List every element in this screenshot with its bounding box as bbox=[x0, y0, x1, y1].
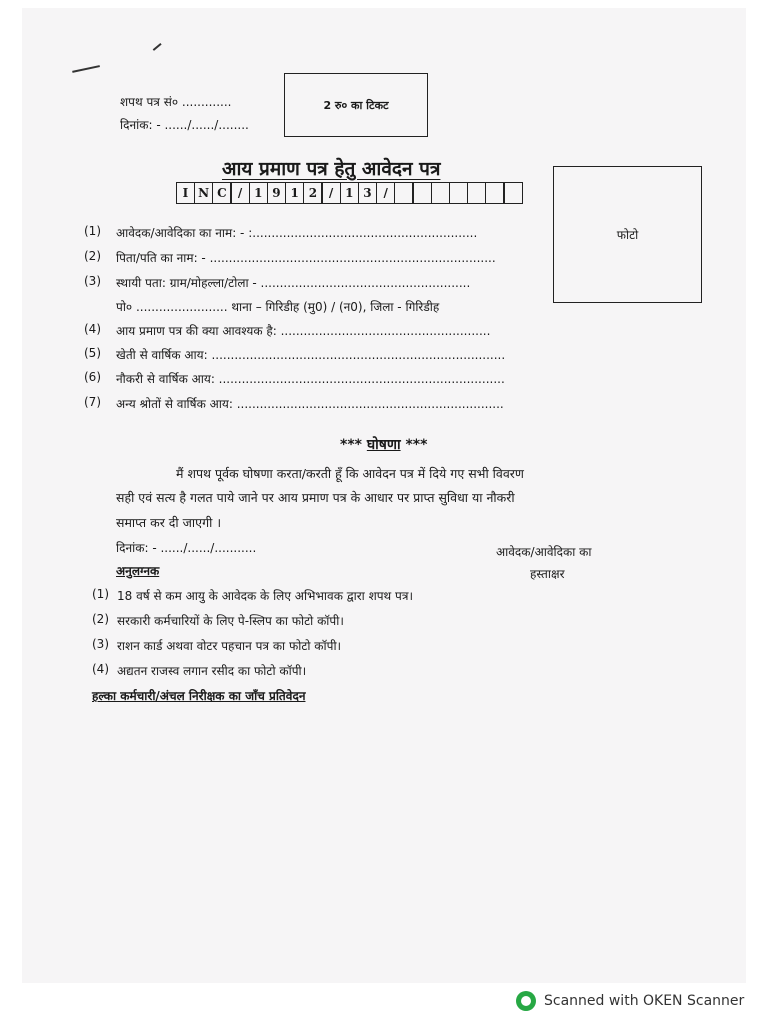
reg-cell: I bbox=[176, 182, 196, 204]
affidavit-date: दिनांक: - ....../....../........ bbox=[120, 118, 249, 132]
reg-cell: N bbox=[194, 182, 214, 204]
reg-cell bbox=[449, 182, 469, 204]
stamp-box: 2 रु० का टिकट bbox=[284, 73, 428, 137]
reg-cell: / bbox=[321, 182, 341, 204]
signature-label: हस्ताक्षर bbox=[530, 567, 565, 581]
field-number: (5) bbox=[84, 346, 101, 360]
inspection-report-heading: हल्का कर्मचारी/अंचल निरीक्षक का जाँच प्रतिवेदन bbox=[92, 689, 306, 703]
field-job-income: नौकरी से वार्षिक आय: ........................................................................... bbox=[116, 372, 505, 386]
reg-cell: 1 bbox=[340, 182, 360, 204]
annexure-item: 18 वर्ष से कम आयु के आवेदक के लिए अभिभावक द्वारा शपथ पत्र। bbox=[117, 589, 414, 603]
annexure-item: अद्यतन राजस्व लगान रसीद का फोटो कॉपी। bbox=[117, 664, 307, 678]
reg-cell: 3 bbox=[358, 182, 378, 204]
registration-number bbox=[177, 182, 523, 204]
reg-cell: 1 bbox=[249, 182, 269, 204]
reg-cell: 1 bbox=[285, 182, 305, 204]
annexure-number: (3) bbox=[92, 637, 109, 651]
field-number: (7) bbox=[84, 395, 101, 409]
declaration-stars: *** bbox=[405, 437, 428, 453]
reg-cell: / bbox=[376, 182, 396, 204]
annexure-item: सरकारी कर्मचारियों के लिए पे-स्लिप का फोटो कॉपी। bbox=[117, 614, 344, 628]
reg-cell: 9 bbox=[267, 182, 287, 204]
reg-cell: 2 bbox=[303, 182, 323, 204]
photo-box: फोटो bbox=[553, 166, 702, 303]
field-permanent-address: स्थायी पता: ग्राम/मोहल्ला/टोला - ....................................................... bbox=[116, 276, 471, 290]
reg-cell bbox=[394, 182, 414, 204]
declaration-line: सही एवं सत्य है गलत पाये जाने पर आय प्रमाण पत्र के आधार पर प्राप्त सुविधा या नौकरी bbox=[116, 490, 515, 505]
annexure-item: राशन कार्ड अथवा वोटर पहचान पत्र का फोटो कॉपी। bbox=[117, 639, 342, 653]
annexure-number: (2) bbox=[92, 612, 109, 626]
scanner-label: Scanned with OKEN Scanner bbox=[544, 993, 745, 1009]
reg-cell bbox=[431, 182, 451, 204]
field-number: (3) bbox=[84, 274, 101, 288]
scanner-watermark bbox=[516, 991, 744, 1011]
signature-label: आवेदक/आवेदिका का bbox=[496, 545, 592, 559]
field-agriculture-income: खेती से वार्षिक आय: ............................................................................. bbox=[116, 348, 506, 362]
scanner-logo-icon bbox=[516, 991, 536, 1011]
annexure-heading: अनुलग्नक bbox=[116, 564, 160, 578]
field-number: (6) bbox=[84, 370, 101, 384]
reg-cell: C bbox=[212, 182, 232, 204]
annexure-number: (4) bbox=[92, 662, 109, 676]
field-number: (2) bbox=[84, 249, 101, 263]
affidavit-number: शपथ पत्र सं० ............. bbox=[120, 95, 232, 109]
field-applicant-name: आवेदक/आवेदिका का नाम: - :........................................................... bbox=[116, 226, 478, 240]
field-post-office: पो० ........................ थाना – गिरिडीह (मु0) / (न0), जिला - गिरिडीह bbox=[116, 300, 440, 314]
field-other-income: अन्य श्रोतों से वार्षिक आय: ...................................................................... bbox=[116, 397, 504, 411]
reg-cell bbox=[467, 182, 487, 204]
reg-cell bbox=[485, 182, 505, 204]
field-number: (4) bbox=[84, 322, 101, 336]
annexure-number: (1) bbox=[92, 587, 109, 601]
form-title: आय प्रमाण पत्र हेतु आवेदन पत्र bbox=[222, 158, 441, 180]
reg-cell: / bbox=[230, 182, 250, 204]
field-income-certificate-need: आय प्रमाण पत्र की क्या आवश्यक है: ....................................................... bbox=[116, 324, 491, 338]
declaration-line: मैं शपथ पूर्वक घोषणा करता/करती हूँ कि आवेदन पत्र में दिये गए सभी विवरण bbox=[176, 466, 524, 481]
declaration-title: घोषणा bbox=[366, 437, 401, 453]
reg-cell bbox=[503, 182, 523, 204]
field-father-name: पिता/पति का नाम: - ........................................................................... bbox=[116, 251, 496, 265]
declaration-heading bbox=[340, 435, 427, 454]
declaration-stars: *** bbox=[340, 437, 362, 453]
declaration-line: समाप्त कर दी जाएगी । bbox=[116, 515, 222, 530]
field-number: (1) bbox=[84, 224, 101, 238]
declaration-date: दिनांक: - ....../....../........... bbox=[116, 541, 257, 555]
reg-cell bbox=[412, 182, 432, 204]
